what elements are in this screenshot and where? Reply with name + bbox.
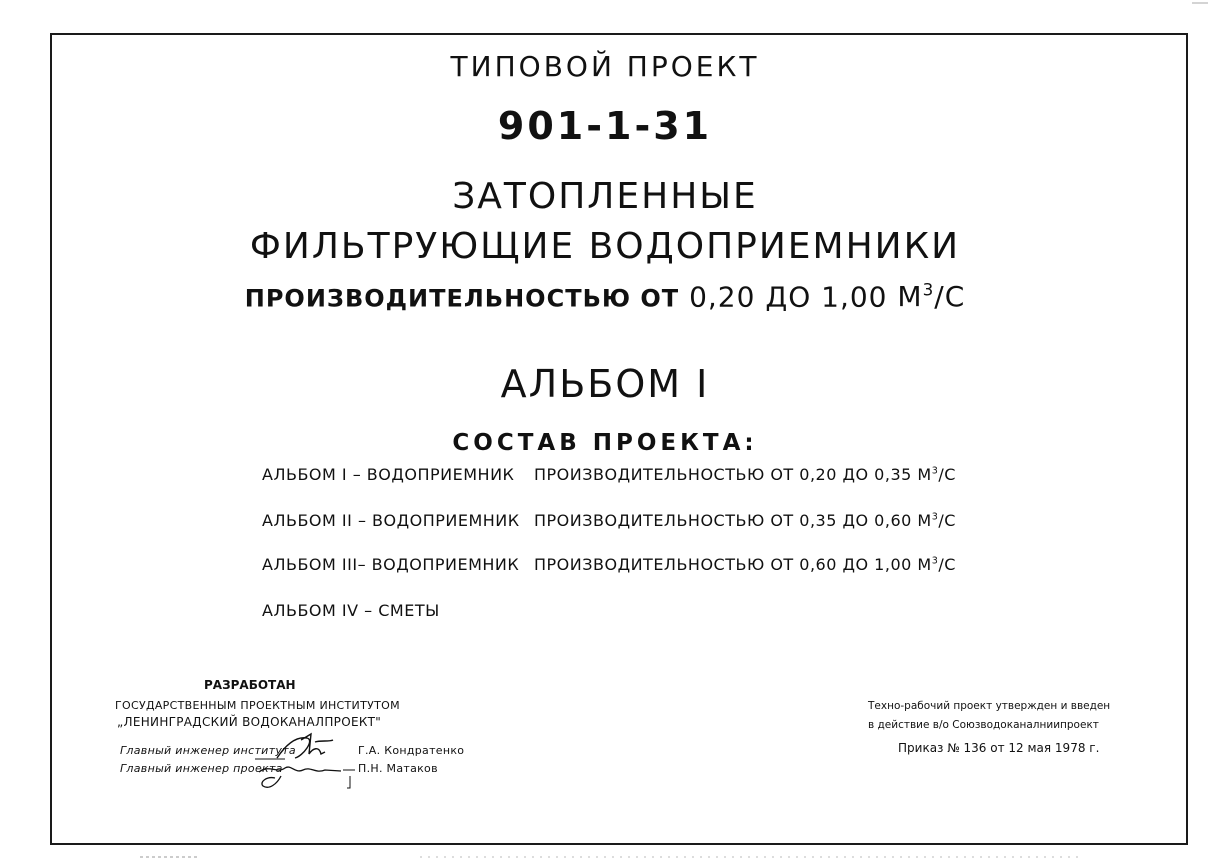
title-line-3-to: 1,00 <box>821 280 888 314</box>
footer-scan-marks <box>0 852 1210 862</box>
composition-item-album: АЛЬБОМ I – ВОДОПРИЕМНИК <box>262 465 515 484</box>
approval-line-2: в действие в/о Союзводоканалниипроект <box>868 719 1099 731</box>
composition-item <box>262 555 956 574</box>
title-line-3-mid: ДО <box>765 280 812 314</box>
composition-item-capacity: ПРОИЗВОДИТЕЛЬНОСТЬЮ ОТ 0,60 ДО 1,00 <box>534 555 912 574</box>
project-type-label: ТИПОВОЙ ПРОЕКТ <box>450 50 760 83</box>
composition-item-album: АЛЬБОМ IV – СМЕТЫ <box>262 601 440 620</box>
composition-item-album: АЛЬБОМ III– ВОДОПРИЕМНИК <box>262 555 520 574</box>
developer-heading: РАЗРАБОТАН <box>204 678 296 692</box>
composition-item <box>262 511 956 530</box>
title-line-3 <box>0 280 1210 313</box>
title-line-1: ЗАТОПЛЕННЫЕ <box>452 176 758 217</box>
developer-role-1: Главный инженер института <box>120 744 296 757</box>
developer-role-2: Главный инженер проекта <box>120 762 283 775</box>
composition-item <box>262 601 440 620</box>
title-line-3-from: 0,20 <box>689 280 756 314</box>
composition-item <box>262 465 956 484</box>
composition-item-unit: $М^3/С$ <box>917 465 956 484</box>
composition-item-unit: $М^3/С$ <box>917 511 956 530</box>
developer-line-2: „ЛЕНИНГРАДСКИЙ ВОДОКАНАЛПРОЕКТ" <box>117 715 382 729</box>
signatures <box>255 728 365 793</box>
project-number: 901-1-31 <box>497 104 713 148</box>
title-line-3-prefix: ПРОИЗВОДИТЕЛЬНОСТЬЮ ОТ <box>244 284 680 313</box>
title-line-2: ФИЛЬТРУЮЩИЕ ВОДОПРИЕМНИКИ <box>249 226 961 267</box>
approval-line-1: Техно-рабочий проект утвержден и введен <box>868 700 1111 712</box>
composition-item-album: АЛЬБОМ II – ВОДОПРИЕМНИК <box>262 511 520 530</box>
composition-heading: СОСТАВ ПРОЕКТА: <box>452 430 758 456</box>
developer-line-1: ГОСУДАРСТВЕННЫМ ПРОЕКТНЫМ ИНСТИТУТОМ <box>115 699 400 712</box>
corner-scan-mark <box>1190 0 1210 10</box>
album-label: АЛЬБОМ I <box>500 362 710 406</box>
approval-line-3: Приказ № 136 от 12 мая 1978 г. <box>898 741 1100 755</box>
composition-item-capacity: ПРОИЗВОДИТЕЛЬНОСТЬЮ ОТ 0,20 ДО 0,35 <box>534 465 912 484</box>
developer-name-2: П.Н. Матаков <box>358 762 438 775</box>
composition-item-unit: $М^3/С$ <box>917 555 956 574</box>
title-line-3-unit: $М^3/С$ <box>897 280 966 314</box>
developer-name-1: Г.А. Кондратенко <box>358 744 465 757</box>
composition-item-capacity: ПРОИЗВОДИТЕЛЬНОСТЬЮ ОТ 0,35 ДО 0,60 <box>534 511 912 530</box>
